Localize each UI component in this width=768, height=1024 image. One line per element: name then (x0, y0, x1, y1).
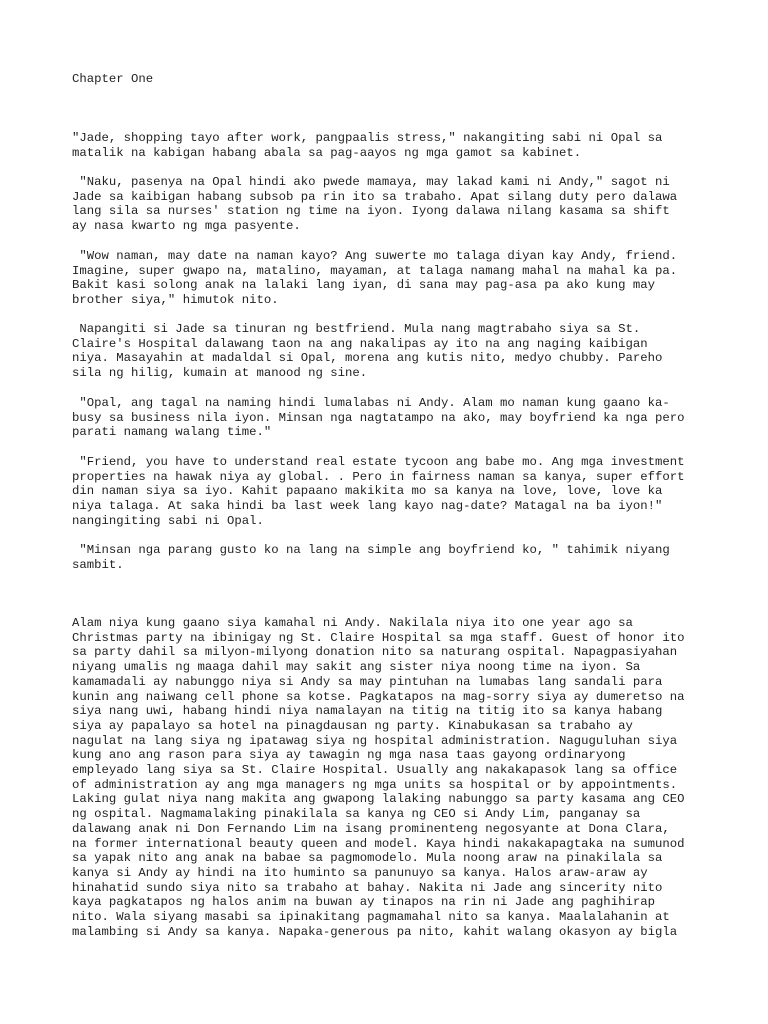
paragraph-1: "Jade, shopping tayo after work, pangpaalis stress," nakangiting sabi ni Opal sa matalik na kabigan habang abala sa pag-aayos ng mga gamot sa kabinet. (72, 131, 663, 160)
paragraph-7: "Minsan nga parang gusto ko na lang na simple ang boyfriend ko, " tahimik niyang sambit. (72, 543, 670, 572)
paragraph-6: "Friend, you have to understand real estate tycoon ang babe mo. Ang mga investment properties na hawak niya ay global. . Pero in fairness naman sa kanya, super effort din naman siya sa iyo. Kahit papaano makikita mo sa kanya na love, love, love ka niya talaga. At saka hindi ba last week lang kayo nag-date? Matagal na ba iyon!" nangingiting sabi ni Opal. (72, 455, 685, 528)
chapter-title: Chapter One (72, 72, 154, 86)
paragraph-4: Napangiti si Jade sa tinuran ng bestfriend. Mula nang magtrabaho siya sa St. Claire's Hospital dalawang taon na ang nakalipas ay ito na ang naging kaibigan niya. Masayahin at madaldal si Opal, morena ang kutis nito, medyo chubby. Pareho sila ng hilig, kumain at manood ng sine. (72, 322, 663, 381)
paragraph-3: "Wow naman, may date na naman kayo? Ang suwerte mo talaga diyan kay Andy, friend. Imagine, super gwapo na, matalino, mayaman, at talaga namang mahal na mahal ka pa. Bakit kasi solong anak na lalaki lang iyan, di sana may pag-asa pa ako kung may brother siya," himutok nito. (72, 249, 678, 308)
paragraph-8: Alam niya kung gaano siya kamahal ni Andy. Nakilala niya ito one year ago sa Christmas party na ibinigay ng St. Claire Hospital sa mga staff. Guest of honor ito sa party dahil sa milyon-milyong donation nito sa naturang ospital. Napagpasiyahan niyang umalis ng maaga dahil may sakit ang sister niya noong time na iyon. Sa kamamadali ay nabunggo niya si Andy sa may pintuhan na lumabas lang sandali para kunin ang naiwang cell phone sa kotse. Pagkatapos na mag-sorry siya ay dumeretso na siya nang uwi, habang hindi niya namalayan na titig na titig ito sa kanya habang siya ay papalayo sa hotel na pinagdausan ng party. Kinabukasan sa trabaho ay nagulat na lang siya ng ipatawag siya ng hospital administration. Naguguluhan siya kung ano ang rason para siya ay tawagin ng mga nasa taas gayong ordinaryong empleyado lang siya sa St. Claire Hospital. Usually ang nakakapasok lang sa office of administration ay ang mga managers ng mga units sa hospital or by appointments. Laking gulat niya nang makita ang gwapong lalaking nabunggo sa party kasama ang CEO ng ospital. Nagmamalaking pinakilala sa kanya ng CEO si Andy Lim, panganay sa dalawang anak ni Don Fernando Lim na isang prominenteng negosyante at Dona Clara, na former international beauty queen and model. Kaya hindi nakakapagtaka na sumunod sa yapak nito ang anak na babae sa pagmomodelo. Mula noong araw na pinakilala sa kanya si Andy ay hindi na ito huminto sa panunuyo sa kanya. Halos araw-araw ay hinahatid sundo siya nito sa trabaho at bahay. Nakita ni Jade ang sincerity nito kaya pagkatapos ng halos anim na buwan ay tinapos na rin ni Jade ang paghihirap nito. Wala siyang masabi sa ipinakitang pagmamahal nito sa kanya. Maalalahanin at malambing si Andy sa kanya. Napaka-generous pa nito, kahit walang okasyon ay bigla (72, 616, 685, 939)
paragraph-2: "Naku, pasenya na Opal hindi ako pwede mamaya, may lakad kami ni Andy," sagot ni Jade sa kaibigan habang subsob pa rin ito sa trabaho. Apat silang duty pero dalawa lang sila sa nurses' station ng time na iyon. Iyong dalawa nilang kasama sa shift ay nasa kwarto ng mga pasyente. (72, 175, 678, 234)
paragraph-5: "Opal, ang tagal na naming hindi lumalabas ni Andy. Alam mo naman kung gaano ka- busy sa business nila iyon. Minsan nga nagtatampo na ako, may boyfriend ka nga pero parati namang walang time." (72, 396, 685, 440)
